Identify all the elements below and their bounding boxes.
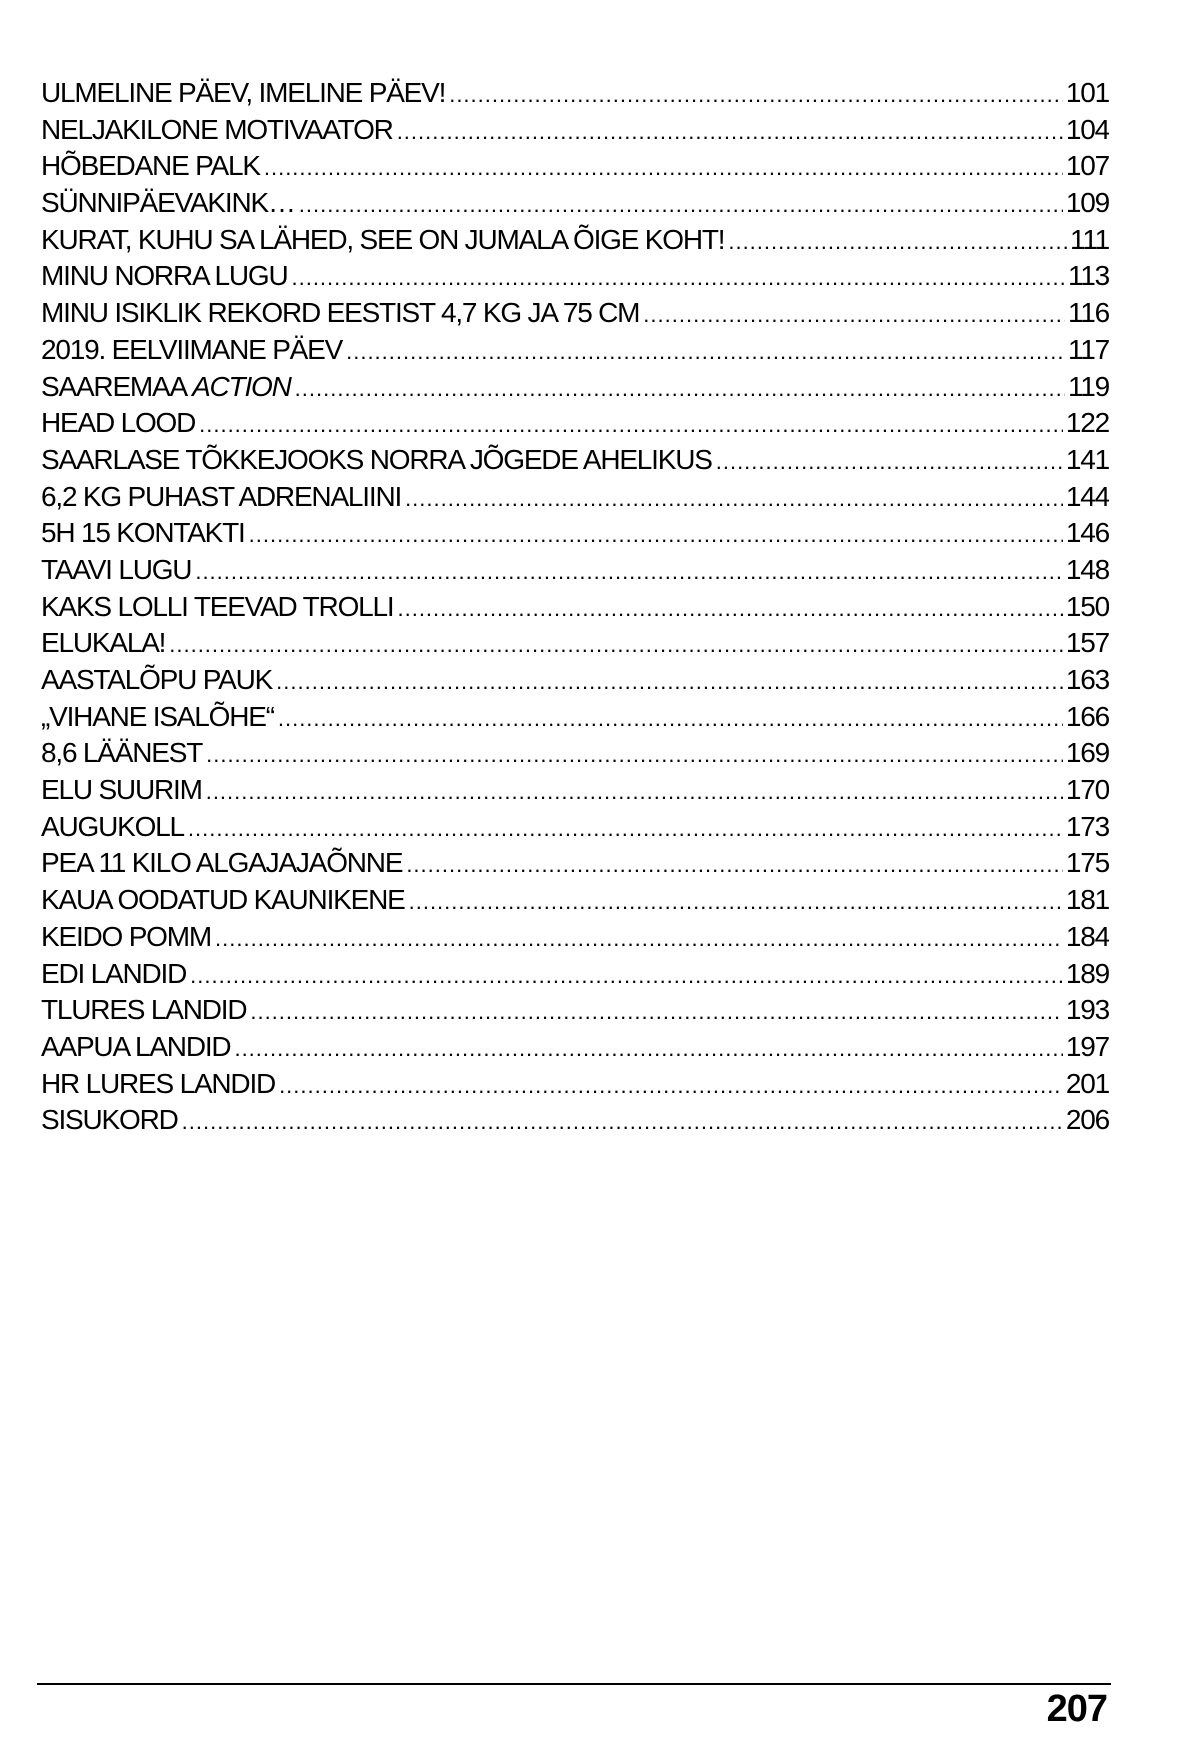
toc-entry xyxy=(41,369,1109,406)
toc-dot-leader xyxy=(206,737,1063,772)
toc-entry-page: 119 xyxy=(1067,370,1109,402)
toc-entry-title-text: AAPUA LANDID xyxy=(41,1030,231,1062)
toc-entry-title xyxy=(41,405,195,442)
toc-dot-leader xyxy=(206,774,1063,809)
toc-entry xyxy=(41,1029,1109,1066)
toc-entry xyxy=(41,809,1109,846)
toc-entry-title xyxy=(41,112,393,149)
toc-entry-page: 109 xyxy=(1065,187,1109,219)
toc-entry-title xyxy=(41,699,274,736)
toc-entry-page: 116 xyxy=(1067,297,1109,329)
toc-entry-title xyxy=(41,185,295,222)
toc-entry xyxy=(41,882,1109,919)
toc-entry-page: 193 xyxy=(1065,994,1109,1026)
toc-entry-title-text: 8,6 LÄÄNEST xyxy=(41,737,203,769)
toc-entry-page: 181 xyxy=(1065,884,1109,916)
toc-entry-title-text: SAAREMAA xyxy=(41,370,186,402)
toc-entry xyxy=(41,1066,1109,1103)
toc-dot-leader xyxy=(215,921,1063,956)
toc-entry xyxy=(41,222,1109,259)
toc-entry xyxy=(41,1102,1109,1139)
toc-entry-title xyxy=(41,845,402,882)
toc-entry-title xyxy=(41,1029,230,1066)
toc-entry-page: 148 xyxy=(1065,553,1109,585)
toc-entry xyxy=(41,148,1109,185)
toc-entry-title-text: MINU ISIKLIK REKORD EESTIST 4,7 KG JA 75 CM xyxy=(41,297,640,329)
toc-entry-page: 175 xyxy=(1065,847,1109,879)
toc-dot-leader xyxy=(250,994,1063,1029)
toc-entry-title-text: MINU NORRA LUGU xyxy=(41,260,288,292)
toc-entry-title-text: ELUKALA! xyxy=(41,627,166,659)
toc-dot-leader xyxy=(716,444,1063,479)
toc-entry-title xyxy=(41,258,287,295)
toc-entry xyxy=(41,405,1109,442)
toc-entry-page: 173 xyxy=(1065,810,1109,842)
toc-entry-title xyxy=(41,625,165,662)
toc-entry-title-text: HR LURES LANDID xyxy=(41,1067,276,1099)
toc-entry-title xyxy=(41,919,211,956)
toc-entry-title-text: SAARLASE TÕKKEJOOKS NORRA JÕGEDE AHELIKUS xyxy=(41,443,712,475)
toc-entry-title-text: KAKS LOLLI TEEVAD TROLLI xyxy=(41,590,394,622)
toc-entry-title-text: NELJAKILONE MOTIVAATOR xyxy=(41,113,393,145)
toc-entry xyxy=(41,295,1109,332)
toc-entry xyxy=(41,992,1109,1029)
toc-entry xyxy=(41,112,1109,149)
toc-dot-leader xyxy=(249,517,1063,552)
toc-entry-title-text: 2019. EELVIIMANE PÄEV xyxy=(41,333,343,365)
toc-dot-leader xyxy=(190,958,1063,993)
toc-entry-title xyxy=(41,75,445,112)
toc-entry-title xyxy=(41,772,202,809)
toc-entry xyxy=(41,515,1109,552)
toc-entry xyxy=(41,772,1109,809)
toc-dot-leader xyxy=(397,114,1063,149)
toc-dot-leader xyxy=(449,77,1063,112)
toc-entry-title xyxy=(41,479,401,516)
toc-entry-title-text: HEAD LOOD xyxy=(41,407,196,439)
toc-entry-title xyxy=(41,662,272,699)
toc-entry-title xyxy=(41,369,291,406)
toc-entry-title-text: 6,2 KG PUHAST ADRENALIINI xyxy=(41,480,402,512)
toc-entry-page: 101 xyxy=(1065,77,1109,108)
toc-dot-leader xyxy=(346,334,1065,369)
toc-entry-page: 166 xyxy=(1065,700,1109,732)
toc-entry-title-text: 5H 15 KONTAKTI xyxy=(41,517,245,549)
toc-entry-title xyxy=(41,1102,178,1139)
toc-entry-page: 150 xyxy=(1065,590,1109,622)
toc-entry xyxy=(41,479,1109,516)
toc-dot-leader xyxy=(397,591,1062,626)
toc-entry xyxy=(41,185,1109,222)
table-of-contents xyxy=(41,75,1109,1139)
toc-entry-page: 184 xyxy=(1065,920,1109,952)
toc-entry-title-italic: ACTION xyxy=(192,370,291,402)
toc-entry-title-text: KAUA OODATUD KAUNIKENE xyxy=(41,884,405,916)
toc-entry-title-text: AUGUKOLL xyxy=(41,810,184,842)
toc-entry-title-text: HÕBEDANE PALK xyxy=(41,150,260,182)
toc-entry-title xyxy=(41,332,342,369)
toc-dot-leader xyxy=(199,407,1063,442)
toc-entry xyxy=(41,735,1109,772)
toc-dot-leader xyxy=(234,1031,1062,1066)
toc-dot-leader xyxy=(728,224,1067,259)
toc-entry xyxy=(41,699,1109,736)
toc-dot-leader xyxy=(406,847,1063,882)
toc-entry-title xyxy=(41,148,260,185)
toc-entry-title-text: TAAVI LUGU xyxy=(41,553,192,585)
toc-entry-title xyxy=(41,295,639,332)
toc-entry-page: 206 xyxy=(1065,1104,1109,1136)
toc-entry xyxy=(41,552,1109,589)
toc-dot-leader xyxy=(409,884,1063,919)
footer-divider xyxy=(37,1683,1111,1685)
toc-entry-page: 189 xyxy=(1065,957,1109,989)
toc-entry-title-text: EDI LANDID xyxy=(41,957,187,989)
toc-entry-page: 146 xyxy=(1065,517,1109,549)
toc-dot-leader xyxy=(295,371,1065,406)
toc-dot-leader xyxy=(643,297,1065,332)
toc-entry-title-text: AASTALÕPU PAUK xyxy=(41,664,273,695)
toc-entry xyxy=(41,625,1109,662)
toc-entry-title xyxy=(41,882,405,919)
toc-entry xyxy=(41,662,1109,699)
toc-entry-title xyxy=(41,442,712,479)
toc-entry xyxy=(41,442,1109,479)
toc-dot-leader xyxy=(278,701,1063,736)
toc-entry-title-text: SÜNNIPÄEVAKINK… xyxy=(41,187,295,219)
toc-entry-page: 157 xyxy=(1065,627,1109,659)
toc-dot-leader xyxy=(188,811,1063,846)
toc-entry xyxy=(41,956,1109,993)
toc-entry xyxy=(41,589,1109,626)
toc-entry-title xyxy=(41,552,191,589)
toc-dot-leader xyxy=(264,150,1063,185)
toc-entry-title-text: PEA 11 KILO ALGAJAJAÕNNE xyxy=(41,847,403,879)
toc-entry-page: 122 xyxy=(1065,407,1109,439)
toc-entry-title-text: ELU SUURIM xyxy=(41,774,202,806)
toc-entry-title xyxy=(41,992,246,1029)
toc-entry-title-text: KEIDO POMM xyxy=(41,920,212,952)
toc-entry-title xyxy=(41,956,186,993)
toc-entry xyxy=(41,919,1109,956)
toc-dot-leader xyxy=(279,1068,1063,1103)
toc-entry-title xyxy=(41,809,184,846)
toc-entry-title xyxy=(41,515,245,552)
toc-entry-page: 104 xyxy=(1065,113,1109,145)
toc-entry-page: 170 xyxy=(1065,774,1109,806)
toc-entry-page: 113 xyxy=(1067,260,1109,292)
toc-entry-title xyxy=(41,589,393,626)
toc-entry xyxy=(41,845,1109,882)
toc-entry-page: 169 xyxy=(1065,737,1109,769)
toc-entry-title-text: ULMELINE PÄEV, IMELINE PÄEV! xyxy=(41,77,446,108)
toc-entry xyxy=(41,258,1109,295)
toc-dot-leader xyxy=(291,260,1064,295)
toc-entry-page: 163 xyxy=(1065,664,1109,695)
toc-entry-title xyxy=(41,735,202,772)
toc-dot-leader xyxy=(182,1104,1063,1139)
toc-dot-leader xyxy=(405,481,1063,516)
toc-entry-title-text: TLURES LANDID xyxy=(41,994,247,1026)
toc-entry-page: 117 xyxy=(1067,333,1109,365)
toc-dot-leader xyxy=(169,627,1063,662)
toc-entry-page: 111 xyxy=(1070,223,1109,255)
toc-dot-leader xyxy=(195,554,1063,589)
toc-dot-leader xyxy=(276,664,1063,699)
toc-dot-leader xyxy=(299,187,1063,222)
toc-entry-page: 141 xyxy=(1065,443,1109,475)
toc-entry-page: 201 xyxy=(1065,1067,1109,1099)
toc-entry-page: 197 xyxy=(1065,1030,1109,1062)
toc-entry xyxy=(41,75,1109,112)
toc-entry xyxy=(41,332,1109,369)
toc-entry-title xyxy=(41,1066,275,1103)
toc-entry-title xyxy=(41,222,724,259)
toc-entry-title-text: SISUKORD xyxy=(41,1104,178,1136)
toc-entry-title-text: KURAT, KUHU SA LÄHED, SEE ON JUMALA ÕIGE KOHT! xyxy=(41,223,725,255)
toc-entry-page: 107 xyxy=(1065,150,1109,182)
toc-entry-page: 144 xyxy=(1065,480,1109,512)
page-number: 207 xyxy=(1046,1688,1107,1730)
toc-entry-title-text: „VIHANE ISALÕHE“ xyxy=(41,700,274,732)
